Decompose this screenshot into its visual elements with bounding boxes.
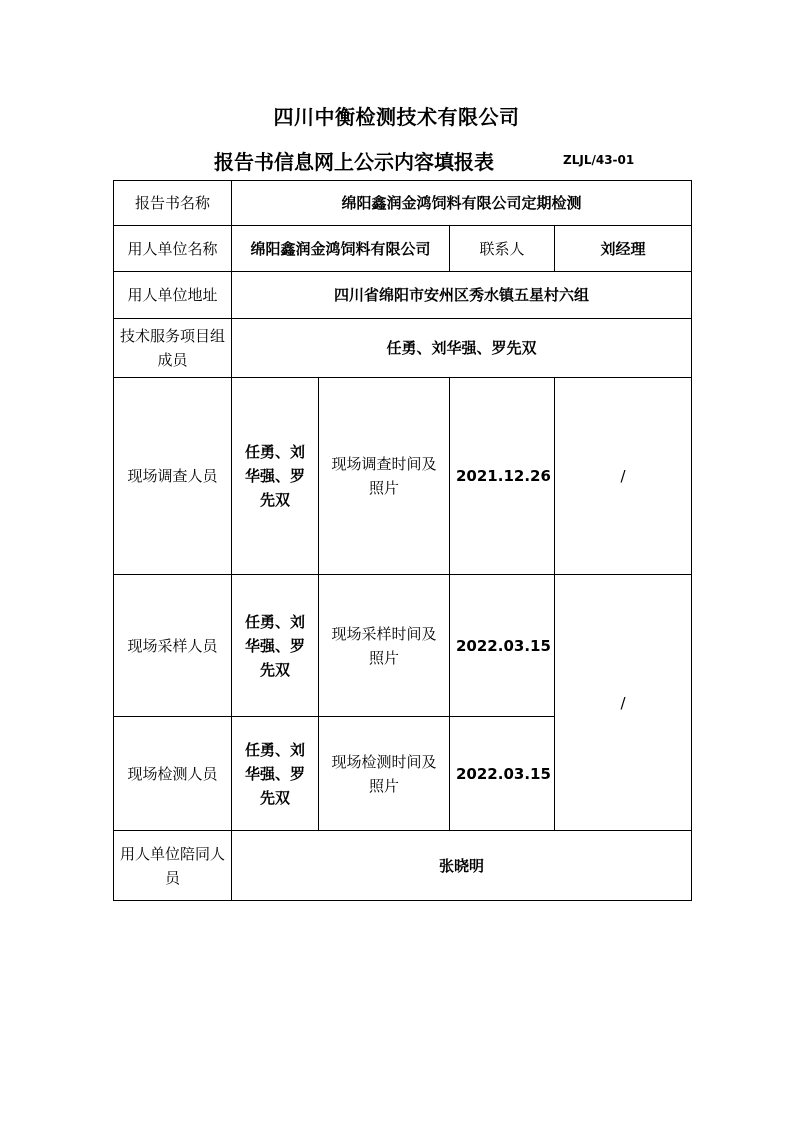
project-team-label: 技术服务项目组成员 [114,319,232,378]
survey-date: 2021.12.26 [450,378,555,575]
survey-photo: / [555,378,692,575]
row-survey [114,378,692,575]
row-sampling [114,575,692,717]
testing-persons: 任勇、刘华强、罗先双 [232,717,319,831]
project-team-value: 任勇、刘华强、罗先双 [232,319,692,378]
survey-time-label: 现场调查时间及照片 [319,378,450,575]
sampling-label: 现场采样人员 [114,575,232,717]
row-report-name [114,181,692,226]
sampling-date: 2022.03.15 [450,575,555,717]
sampling-testing-photo: / [555,575,692,831]
employer-name-value: 绵阳鑫润金鸿饲料有限公司 [232,226,450,272]
employer-name-label: 用人单位名称 [114,226,232,272]
form-title: 报告书信息网上公示内容填报表 [214,150,494,174]
employer-address-label: 用人单位地址 [114,272,232,319]
row-employer-name [114,226,692,272]
row-employer-address [114,272,692,319]
testing-label: 现场检测人员 [114,717,232,831]
accompany-label: 用人单位陪同人员 [114,831,232,901]
accompany-value: 张晓明 [232,831,692,901]
row-accompany [114,831,692,901]
survey-label: 现场调查人员 [114,378,232,575]
report-name-value: 绵阳鑫润金鸿饲料有限公司定期检测 [232,181,692,226]
testing-date: 2022.03.15 [450,717,555,831]
report-info-table [113,180,692,901]
contact-label: 联系人 [450,226,555,272]
testing-time-label: 现场检测时间及照片 [319,717,450,831]
company-name: 四川中衡检测技术有限公司 [273,105,520,129]
form-code: ZLJL/43-01 [563,153,635,167]
survey-persons: 任勇、刘华强、罗先双 [232,378,319,575]
row-project-team [114,319,692,378]
sampling-persons: 任勇、刘华强、罗先双 [232,575,319,717]
sampling-time-label: 现场采样时间及照片 [319,575,450,717]
report-name-label: 报告书名称 [114,181,232,226]
contact-value: 刘经理 [555,226,692,272]
employer-address-value: 四川省绵阳市安州区秀水镇五星村六组 [232,272,692,319]
